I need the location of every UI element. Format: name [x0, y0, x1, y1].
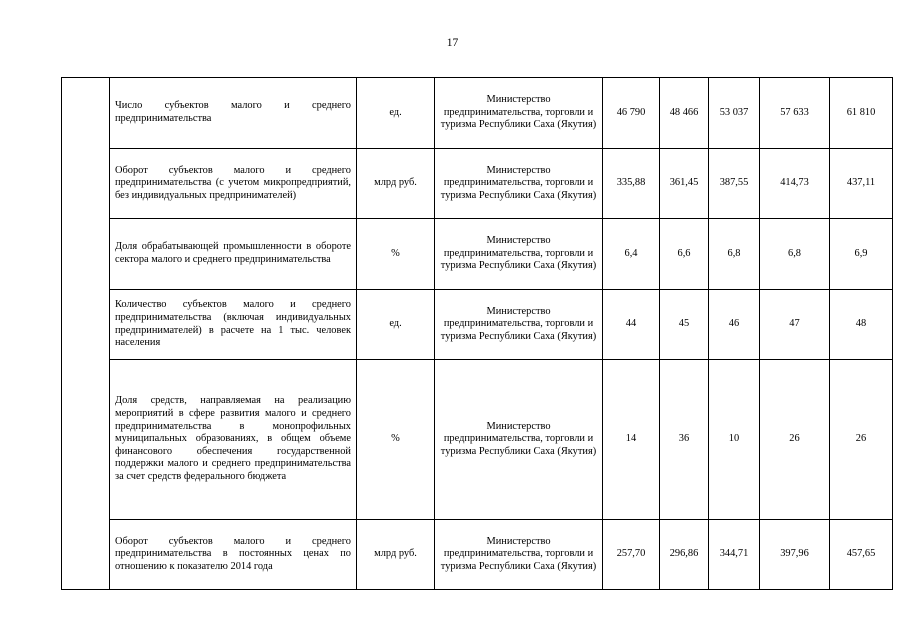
value-cell: 45 [660, 290, 709, 360]
value-cell: 53 037 [709, 78, 760, 149]
value-cell: 44 [603, 290, 660, 360]
value-cell: 257,70 [603, 520, 660, 590]
indicator-cell: Количество субъектов малого и среднего предпринимательства (включая индивидуальных предпринимателей) в расчете на 1 тыс. человек населения [110, 290, 357, 360]
value-cell: 296,86 [660, 520, 709, 590]
value-cell: 397,96 [760, 520, 830, 590]
table-row [62, 78, 893, 149]
value-cell: 57 633 [760, 78, 830, 149]
table-row [62, 219, 893, 290]
indicator-cell: Число субъектов малого и среднего предпринимательства [110, 78, 357, 149]
table-row [62, 290, 893, 360]
table-row [62, 520, 893, 590]
indicator-cell: Оборот субъектов малого и среднего предпринимательства (с учетом микропредприятий, без индивидуальных предпринимателей) [110, 149, 357, 219]
unit-cell: млрд руб. [357, 149, 435, 219]
value-cell: 48 466 [660, 78, 709, 149]
indicators-table [61, 77, 893, 590]
merged-blank-cell [62, 78, 110, 590]
indicator-cell: Доля обрабатывающей промышленности в обороте сектора малого и среднего предпринимательства [110, 219, 357, 290]
responsible-cell: Министерство предпринимательства, торговли и туризма Республики Саха (Якутия) [435, 219, 603, 290]
responsible-cell: Министерство предпринимательства, торговли и туризма Республики Саха (Якутия) [435, 149, 603, 219]
responsible-cell: Министерство предпринимательства, торговли и туризма Республики Саха (Якутия) [435, 290, 603, 360]
responsible-cell: Министерство предпринимательства, торговли и туризма Республики Саха (Якутия) [435, 520, 603, 590]
value-cell: 361,45 [660, 149, 709, 219]
table-row [62, 149, 893, 219]
value-cell: 48 [830, 290, 893, 360]
value-cell: 26 [830, 360, 893, 520]
unit-cell: ед. [357, 78, 435, 149]
value-cell: 61 810 [830, 78, 893, 149]
value-cell: 10 [709, 360, 760, 520]
indicator-cell: Доля средств, направляемая на реализацию мероприятий в сфере развития малого и среднего предпринимательства в монопрофильных муниципальных образованиях, в общем объеме финансового обеспечения государственной поддержки малого и среднего предпринимательства за счет средств федерального бюджета [110, 360, 357, 520]
value-cell: 47 [760, 290, 830, 360]
value-cell: 335,88 [603, 149, 660, 219]
page-number: 17 [446, 37, 459, 49]
responsible-cell: Министерство предпринимательства, торговли и туризма Республики Саха (Якутия) [435, 360, 603, 520]
value-cell: 46 790 [603, 78, 660, 149]
table-row [62, 360, 893, 520]
value-cell: 6,9 [830, 219, 893, 290]
unit-cell: ед. [357, 290, 435, 360]
unit-cell: % [357, 219, 435, 290]
value-cell: 457,65 [830, 520, 893, 590]
value-cell: 344,71 [709, 520, 760, 590]
indicator-cell: Оборот субъектов малого и среднего предпринимательства в постоянных ценах по отношению к показателю 2014 года [110, 520, 357, 590]
value-cell: 6,8 [760, 219, 830, 290]
value-cell: 437,11 [830, 149, 893, 219]
responsible-cell: Министерство предпринимательства, торговли и туризма Республики Саха (Якутия) [435, 78, 603, 149]
value-cell: 46 [709, 290, 760, 360]
value-cell: 6,8 [709, 219, 760, 290]
value-cell: 36 [660, 360, 709, 520]
value-cell: 414,73 [760, 149, 830, 219]
unit-cell: млрд руб. [357, 520, 435, 590]
value-cell: 6,4 [603, 219, 660, 290]
value-cell: 14 [603, 360, 660, 520]
value-cell: 6,6 [660, 219, 709, 290]
value-cell: 26 [760, 360, 830, 520]
unit-cell: % [357, 360, 435, 520]
value-cell: 387,55 [709, 149, 760, 219]
